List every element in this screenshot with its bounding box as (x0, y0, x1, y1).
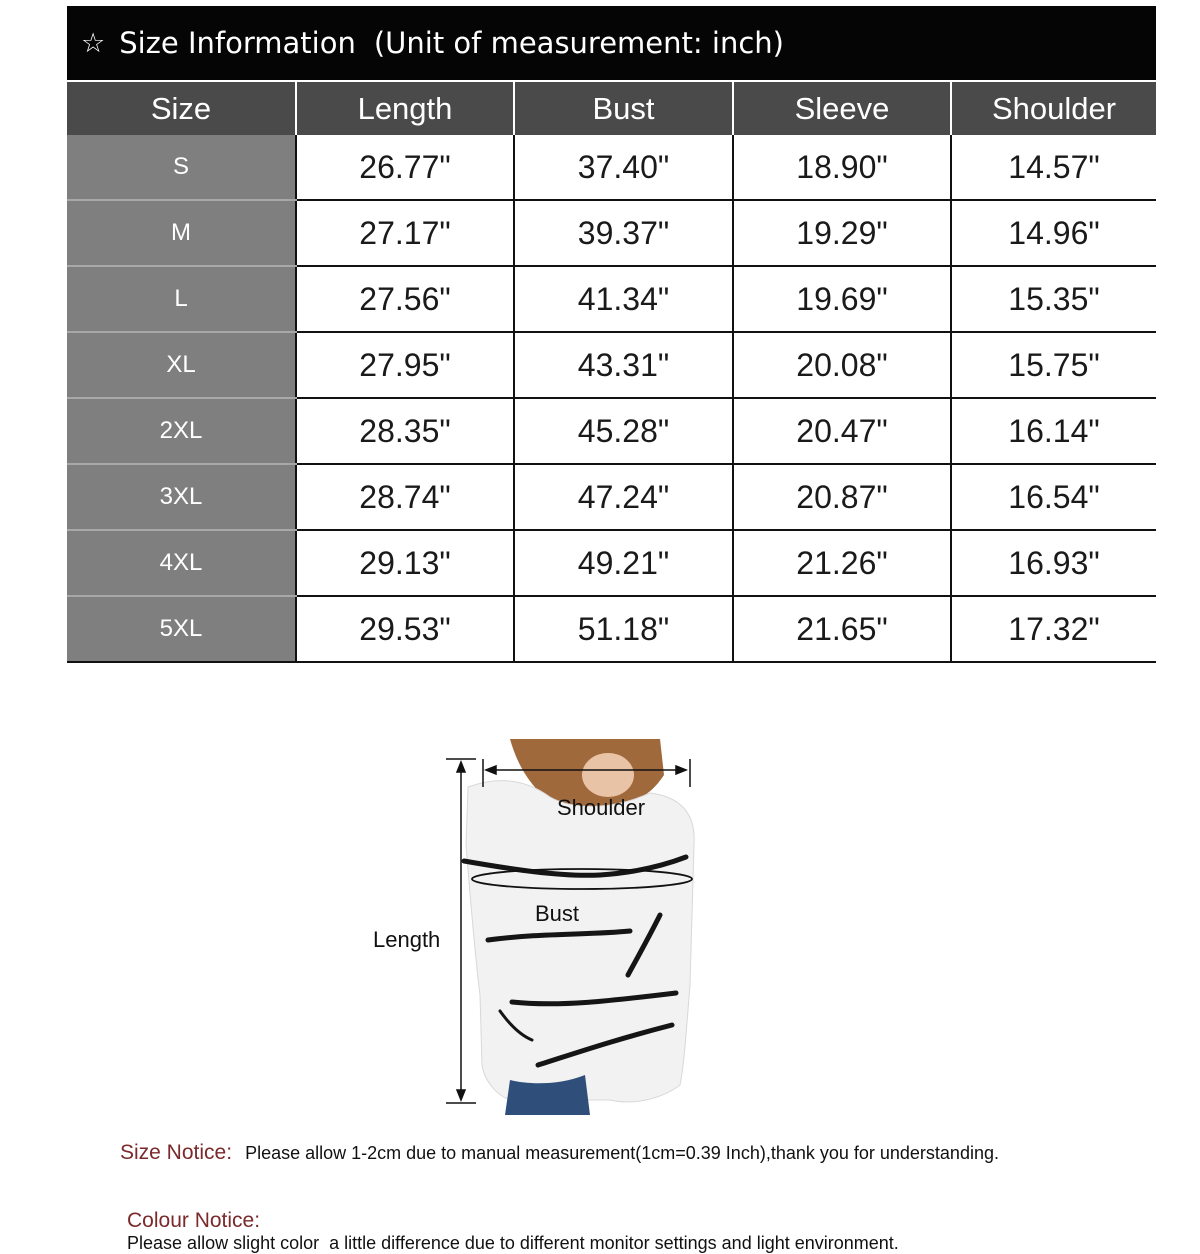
table-row (67, 398, 1156, 464)
size-notice-label: Size Notice: (120, 1141, 233, 1164)
sleeve-cell: 19.69" (733, 266, 951, 332)
size-notice (120, 1141, 999, 1165)
shoulder-cell: 14.57" (951, 135, 1156, 200)
table-row (67, 332, 1156, 398)
bust-cell: 49.21" (514, 530, 733, 596)
length-cell: 27.17" (296, 200, 514, 266)
bust-cell: 39.37" (514, 200, 733, 266)
shoulder-cell: 16.14" (951, 398, 1156, 464)
header-length: Length (296, 82, 514, 135)
sleeve-cell: 18.90" (733, 135, 951, 200)
size-table (67, 82, 1156, 663)
size-cell: 3XL (67, 464, 296, 530)
size-notice-text: Please allow 1-2cm due to manual measurement(1cm=0.39 Inch),thank you for understanding. (245, 1143, 999, 1163)
length-cell: 26.77" (296, 135, 514, 200)
header-size: Size (67, 82, 296, 135)
shoulder-cell: 15.35" (951, 266, 1156, 332)
table-row (67, 464, 1156, 530)
title-bar (67, 6, 1156, 80)
length-cell: 27.56" (296, 266, 514, 332)
shoulder-cell: 16.54" (951, 464, 1156, 530)
sleeve-cell: 21.26" (733, 530, 951, 596)
table-row (67, 200, 1156, 266)
colour-notice-label: Colour Notice: (127, 1209, 261, 1232)
sleeve-cell: 20.08" (733, 332, 951, 398)
unit-note: (Unit of measurement: inch) (373, 26, 784, 60)
length-cell: 29.13" (296, 530, 514, 596)
sleeve-cell: 21.65" (733, 596, 951, 662)
colour-notice-text: Please allow slight color a little difference due to different monitor settings and light environment. (127, 1233, 899, 1253)
bust-cell: 43.31" (514, 332, 733, 398)
table-row (67, 135, 1156, 200)
size-cell: 2XL (67, 398, 296, 464)
shoulder-cell: 15.75" (951, 332, 1156, 398)
header-sleeve: Sleeve (733, 82, 951, 135)
size-cell: M (67, 200, 296, 266)
length-cell: 29.53" (296, 596, 514, 662)
shoulder-label: Shoulder (557, 795, 646, 820)
bust-cell: 47.24" (514, 464, 733, 530)
colour-notice (117, 1188, 899, 1254)
size-cell: 4XL (67, 530, 296, 596)
shoulder-cell: 17.32" (951, 596, 1156, 662)
model-hand-shape (582, 753, 634, 797)
header-bust: Bust (514, 82, 733, 135)
length-cell: 28.35" (296, 398, 514, 464)
size-cell: 5XL (67, 596, 296, 662)
bust-cell: 51.18" (514, 596, 733, 662)
shoulder-cell: 16.93" (951, 530, 1156, 596)
table-row (67, 266, 1156, 332)
sleeve-cell: 20.87" (733, 464, 951, 530)
star-icon: ☆ (81, 27, 106, 59)
bust-cell: 37.40" (514, 135, 733, 200)
table-row (67, 530, 1156, 596)
bust-cell: 41.34" (514, 266, 733, 332)
size-cell: L (67, 266, 296, 332)
sleeve-cell: 20.47" (733, 398, 951, 464)
measurement-diagram (360, 735, 720, 1120)
size-cell: S (67, 135, 296, 200)
size-information-heading: Size Information (119, 26, 356, 60)
table-header-row (67, 82, 1156, 135)
length-cell: 28.74" (296, 464, 514, 530)
size-cell: XL (67, 332, 296, 398)
table-row (67, 596, 1156, 662)
length-label: Length (373, 927, 441, 952)
shoulder-cell: 14.96" (951, 200, 1156, 266)
sleeve-cell: 19.29" (733, 200, 951, 266)
header-shoulder: Shoulder (951, 82, 1156, 135)
length-cell: 27.95" (296, 332, 514, 398)
size-chart (67, 6, 1156, 663)
bust-label: Bust (535, 901, 580, 926)
bust-cell: 45.28" (514, 398, 733, 464)
